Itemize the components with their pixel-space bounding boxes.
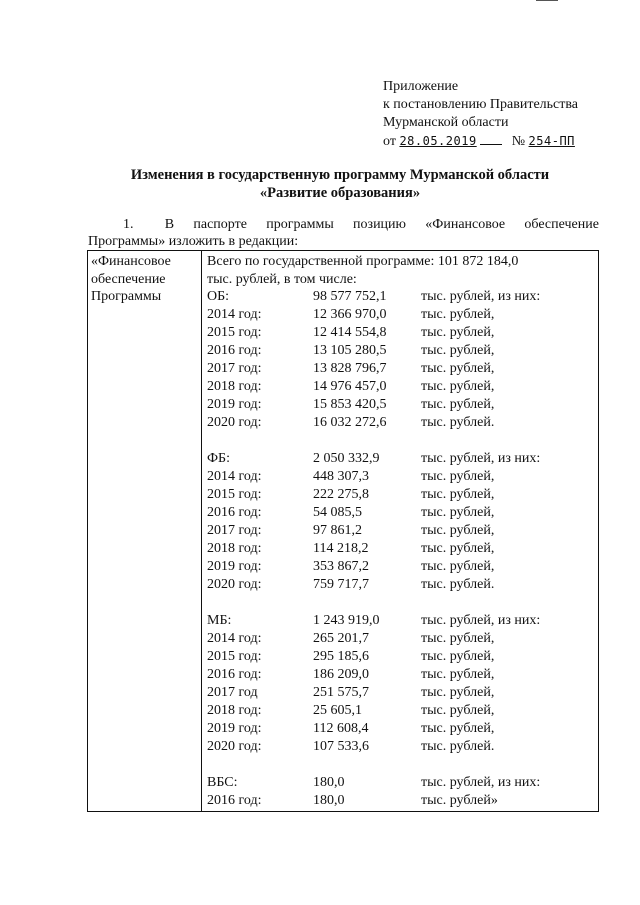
funding-groups	[207, 288, 597, 810]
amount-value: 25 605,1	[313, 703, 362, 718]
amount-value: 12 414 554,8	[313, 325, 387, 340]
funding-row	[207, 774, 597, 792]
amount-value: 13 105 280,5	[313, 343, 387, 358]
amount-value: 54 085,5	[313, 505, 362, 520]
funding-row	[207, 378, 597, 396]
amount-value: 448 307,3	[313, 469, 369, 484]
funding-row	[207, 702, 597, 720]
period-label: 2017 год	[207, 685, 258, 700]
period-label: 2016 год:	[207, 793, 262, 808]
amount-value: 16 032 272,6	[313, 415, 387, 430]
unit-label: тыс. рублей,	[421, 667, 495, 682]
period-label: 2016 год:	[207, 667, 262, 682]
funding-row	[207, 288, 597, 306]
intro-word: паспорте	[193, 217, 247, 232]
unit-label: тыс. рублей,	[421, 487, 495, 502]
amount-value: 15 853 420,5	[313, 397, 387, 412]
from-label: от	[383, 134, 396, 149]
decree-number: 254-ПП	[528, 134, 575, 148]
group-spacer	[207, 432, 597, 450]
amount-value: 180,0	[313, 775, 345, 790]
period-label: 2020 год:	[207, 577, 262, 592]
amount-value: 222 275,8	[313, 487, 369, 502]
period-label: 2018 год:	[207, 703, 262, 718]
unit-label: тыс. рублей,	[421, 703, 495, 718]
period-label: 2020 год:	[207, 739, 262, 754]
period-label: 2015 год:	[207, 325, 262, 340]
appendix-line: Мурманской области	[383, 115, 509, 130]
amount-value: 12 366 970,0	[313, 307, 387, 322]
period-label: 2018 год:	[207, 379, 262, 394]
funding-row	[207, 648, 597, 666]
unit-label: тыс. рублей,	[421, 523, 495, 538]
period-label: 2016 год:	[207, 343, 262, 358]
period-label: 2019 год:	[207, 397, 262, 412]
decree-date: 28.05.2019	[399, 134, 477, 148]
funding-row	[207, 792, 597, 810]
appendix-line: Приложение	[383, 79, 459, 94]
period-label: ФБ:	[207, 451, 230, 466]
group-spacer	[207, 756, 597, 774]
unit-label: тыс. рублей»	[421, 793, 498, 808]
amount-value: 14 976 457,0	[313, 379, 387, 394]
label-line: Программы	[91, 289, 162, 304]
period-label: 2017 год:	[207, 523, 262, 538]
unit-label: тыс. рублей.	[421, 739, 495, 754]
unit-label: тыс. рублей,	[421, 361, 495, 376]
intro-paragraph	[88, 216, 599, 250]
unit-label: тыс. рублей,	[421, 343, 495, 358]
table-divider	[201, 251, 202, 811]
period-label: 2014 год:	[207, 469, 262, 484]
period-label: 2016 год:	[207, 505, 262, 520]
unit-label: тыс. рублей, из них:	[421, 775, 541, 790]
intro-line	[88, 216, 599, 233]
period-label: 2019 год:	[207, 559, 262, 574]
amount-value: 180,0	[313, 793, 345, 808]
number-label: №	[511, 134, 526, 149]
unit-label: тыс. рублей,	[421, 469, 495, 484]
appendix-block	[383, 78, 578, 151]
unit-label: тыс. рублей, из них:	[421, 289, 541, 304]
amount-value: 265 201,7	[313, 631, 369, 646]
amount-value: 2 050 332,9	[313, 451, 380, 466]
period-label: 2019 год:	[207, 721, 262, 736]
funding-row	[207, 738, 597, 756]
period-label: 2015 год:	[207, 487, 262, 502]
amount-value: 1 243 919,0	[313, 613, 380, 628]
unit-label: тыс. рублей.	[421, 415, 495, 430]
funding-row	[207, 630, 597, 648]
funding-row	[207, 306, 597, 324]
period-label: 2018 год:	[207, 541, 262, 556]
appendix-line: к постановлению Правительства	[383, 97, 579, 112]
funding-row	[207, 504, 597, 522]
title-line: «Развитие образования»	[259, 185, 421, 201]
unit-label: тыс. рублей, из них:	[421, 451, 541, 466]
funding-row	[207, 324, 597, 342]
funding-row	[207, 558, 597, 576]
unit-label: тыс. рублей,	[421, 325, 495, 340]
period-label: 2015 год:	[207, 649, 262, 664]
funding-row	[207, 522, 597, 540]
unit-label: тыс. рублей,	[421, 541, 495, 556]
scan-mark	[536, 0, 558, 1]
amount-value: 98 577 752,1	[313, 289, 387, 304]
unit-label: тыс. рублей,	[421, 649, 495, 664]
unit-label: тыс. рублей,	[421, 505, 495, 520]
intro-word: позицию	[353, 217, 407, 232]
passport-value-cell	[207, 253, 597, 810]
intro-word: В	[164, 217, 175, 232]
amount-value: 107 533,6	[313, 739, 369, 754]
period-label: ВБС:	[207, 775, 238, 790]
item-number: 1.	[123, 217, 134, 232]
unit-label: тыс. рублей,	[421, 307, 495, 322]
period-label: 2014 год:	[207, 631, 262, 646]
funding-row	[207, 540, 597, 558]
amount-value: 759 717,7	[313, 577, 369, 592]
label-line: обеспечение	[91, 271, 166, 287]
period-label: ОБ:	[207, 289, 230, 304]
unit-label: тыс. рублей,	[421, 559, 495, 574]
intro-word: «Финансовое	[425, 217, 506, 232]
funding-row	[207, 468, 597, 486]
passport-table	[87, 250, 599, 812]
amount-value: 97 861,2	[313, 523, 362, 538]
unit-label: тыс. рублей,	[421, 721, 495, 736]
label-line: «Финансовое	[91, 254, 171, 269]
intro-word: обеспечение	[524, 217, 599, 232]
unit-label: тыс. рублей, из них:	[421, 613, 541, 628]
funding-row	[207, 342, 597, 360]
unit-label: тыс. рублей,	[421, 379, 495, 394]
intro-line: Программы» изложить в редакции:	[88, 234, 299, 249]
unit-label: тыс. рублей.	[421, 577, 495, 592]
total-line: тыс. рублей, в том числе:	[207, 271, 357, 287]
group-spacer	[207, 594, 597, 612]
period-label: МБ:	[207, 613, 232, 628]
funding-row	[207, 576, 597, 594]
amount-value: 295 185,6	[313, 649, 369, 664]
unit-label: тыс. рублей,	[421, 397, 495, 412]
period-label: 2017 год:	[207, 361, 262, 376]
amount-value: 112 608,4	[313, 721, 369, 736]
amount-value: 251 575,7	[313, 685, 369, 700]
amount-value: 186 209,0	[313, 667, 369, 682]
funding-row	[207, 360, 597, 378]
funding-row	[207, 396, 597, 414]
appendix-date-line	[383, 132, 578, 151]
period-label: 2014 год:	[207, 307, 262, 322]
passport-label-cell	[91, 253, 199, 306]
funding-row	[207, 486, 597, 504]
funding-row	[207, 414, 597, 432]
funding-row	[207, 450, 597, 468]
amount-value: 114 218,2	[313, 541, 369, 556]
funding-row	[207, 684, 597, 702]
intro-word: программы	[266, 217, 334, 232]
amount-value: 13 828 796,7	[313, 361, 387, 376]
document-title	[80, 166, 600, 202]
amount-value: 353 867,2	[313, 559, 369, 574]
funding-row	[207, 720, 597, 738]
unit-label: тыс. рублей,	[421, 631, 495, 646]
unit-label: тыс. рублей,	[421, 685, 495, 700]
funding-row	[207, 666, 597, 684]
funding-row	[207, 612, 597, 630]
title-line: Изменения в государственную программу Мурманской области	[130, 167, 550, 183]
period-label: 2020 год:	[207, 415, 262, 430]
total-line: Всего по государственной программе: 101 872 184,0	[207, 254, 519, 269]
